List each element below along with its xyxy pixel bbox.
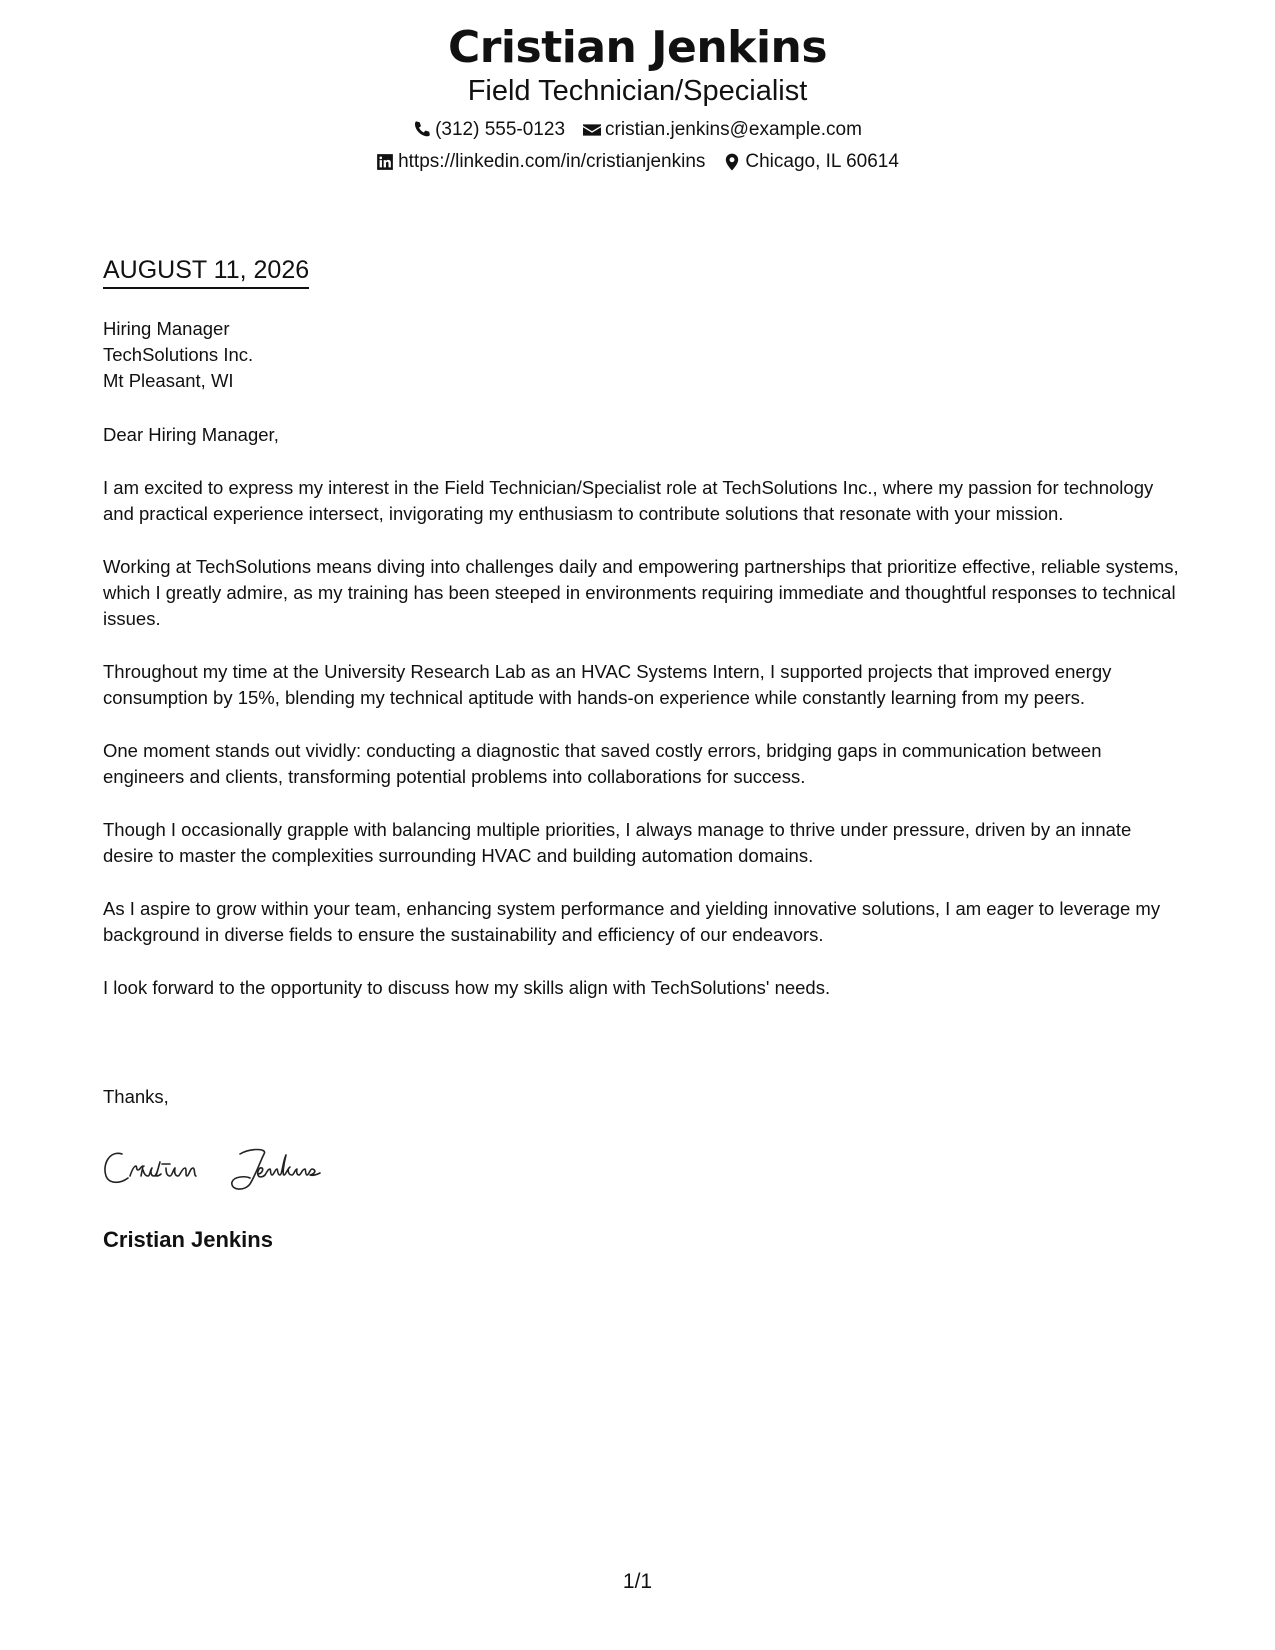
recipient-block [103,316,253,394]
recipient-company: TechSolutions Inc. [103,344,254,365]
body-paragraph: As I aspire to grow within your team, enhancing system performance and yielding innovative solutions, I am eager to leverage my background in diverse fields to ensure the sustainability and efficiency of our endeavors. [103,898,1161,945]
email-address[interactable]: cristian.jenkins@example.com [605,119,862,140]
email-contact[interactable] [583,118,862,142]
recipient-title: Hiring Manager [103,318,230,339]
body-paragraph: One moment stands out vividly: conducting a diagnostic that saved costly errors, bridging gaps in communication between engineers and clients, transforming potential problems into collaborations for success. [103,740,1102,787]
phone-number: (312) 555-0123 [435,119,566,140]
body-paragraph: Working at TechSolutions means diving into challenges daily and empowering partnerships that prioritize effective, reliable systems, which I greatly admire, as my training has been steeped in environments requiring immediate and thoughtful responses to technical issues. [103,556,1179,629]
map-pin-icon [723,153,741,171]
linkedin-icon [376,153,394,171]
letter-body [103,422,1183,1028]
page-number: 1/1 [622,1570,653,1593]
body-paragraph: I am excited to express my interest in the Field Technician/Specialist role at TechSolutions Inc., where my passion for technology and practical experience intersect, invigorating my enthusiasm to contribute solutions that resonate with your mission. [103,477,1154,524]
linkedin-contact[interactable] [376,150,705,174]
location-text: Chicago, IL 60614 [745,151,899,172]
job-title: Field Technician/Specialist [467,75,808,107]
letter-header [0,22,1275,174]
closing: Thanks, [103,1086,169,1107]
contact-line-1 [0,118,1275,142]
envelope-icon [583,121,601,139]
location-contact [723,150,899,174]
salutation: Dear Hiring Manager, [103,424,279,445]
body-paragraph: Though I occasionally grapple with balancing multiple priorities, I always manage to thrive under pressure, driven by an innate desire to master the complexities surrounding HVAC and building automation domains. [103,819,1132,866]
body-paragraph: I look forward to the opportunity to discuss how my skills align with TechSolutions' needs. [103,977,831,998]
signer-name: Cristian Jenkins [103,1227,273,1252]
recipient-location: Mt Pleasant, WI [103,370,234,391]
handwritten-signature [100,1140,360,1196]
phone-contact [413,118,565,142]
applicant-name: Cristian Jenkins [447,22,828,73]
letter-date: AUGUST 11, 2026 [103,255,309,289]
linkedin-url[interactable]: https://linkedin.com/in/cristianjenkins [398,151,706,172]
body-paragraph: Throughout my time at the University Research Lab as an HVAC Systems Intern, I supported projects that improved energy consumption by 15%, blending my technical aptitude with hands-on experience while constantly learning from my peers. [103,661,1112,708]
phone-icon [413,121,431,139]
contact-line-2 [0,150,1275,174]
